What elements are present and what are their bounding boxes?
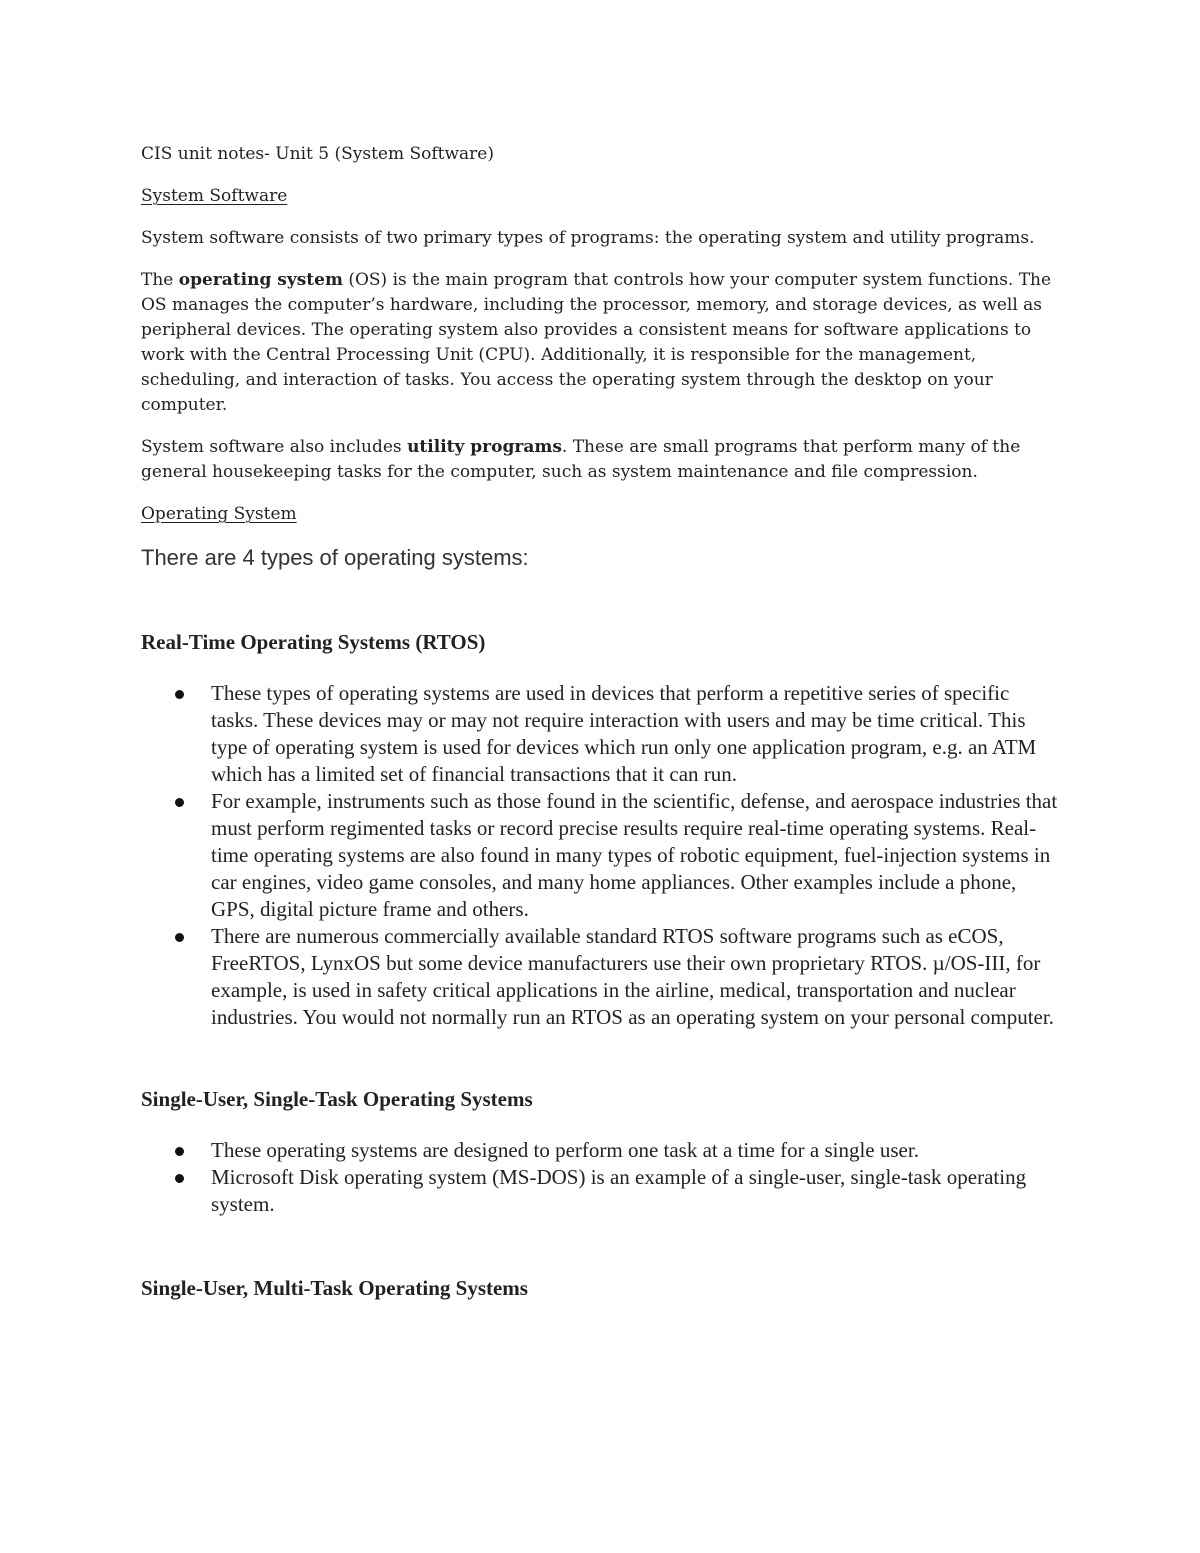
utility-term-bold: utility programs [407,437,562,457]
rtos-bullet-list [141,680,1061,1031]
utility-paragraph [141,435,1061,485]
single-task-heading: Single-User, Single-Task Operating Systems [141,1087,533,1111]
intro-paragraph: System software consists of two primary types of programs: the operating system and utility programs. [141,228,1035,248]
bullet-icon [175,933,184,942]
os-types-intro: There are 4 types of operating systems: [141,545,529,570]
section-heading-system-software: System Software [141,186,288,206]
multi-task-heading: Single-User, Multi-Task Operating Systems [141,1276,528,1300]
bullet-icon [175,798,184,807]
list-item [141,1164,1061,1218]
bullet-icon [175,1147,184,1156]
list-item-text: Microsoft Disk operating system (MS-DOS) is an example of a single-user, single-task operating system. [211,1165,1027,1216]
list-item [141,923,1061,1031]
list-item [141,1137,1061,1164]
list-item-text: These types of operating systems are used in devices that perform a repetitive series of specific tasks. These devices may or may not require interaction with users and may be time critical. This type of operating system is used for devices which run only one application program, e.g. an ATM which has a limited set of financial transactions that it can run. [211,681,1037,786]
list-item-text: For example, instruments such as those found in the scientific, defense, and aerospace industries that must perform regimented tasks or record precise results require real-time operating systems. Real-time operating systems are also found in many types of robotic equipment, fuel-injection systems in car engines, video game consoles, and many home appliances. Other examples include a phone, GPS, digital picture frame and others. [211,789,1058,921]
utility-paragraph-rest: . These are small programs that perform many of the general housekeeping tasks for the computer, such as system maintenance and file compression. [141,437,1021,482]
section-heading-operating-system: Operating System [141,504,297,524]
rtos-heading: Real-Time Operating Systems (RTOS) [141,630,486,654]
list-item-text: There are numerous commercially available standard RTOS software programs such as eCOS, FreeRTOS, LynxOS but some device manufacturers use their own proprietary RTOS. µ/OS-III, for example, is used in safety critical applications in the airline, medical, transportation and nuclear industries. You would not normally run an RTOS as an operating system on your personal computer. [211,924,1054,1029]
bullet-icon [175,1174,184,1183]
spacer [141,1218,1061,1274]
os-paragraph-start: The [141,270,179,290]
utility-paragraph-start: System software also includes [141,437,408,457]
document-title: CIS unit notes- Unit 5 (System Software) [141,144,494,164]
os-term-bold: operating system [178,270,343,290]
spacer [141,1031,1061,1085]
os-paragraph [141,268,1061,418]
os-paragraph-rest: (OS) is the main program that controls how your computer system functions. The OS manages the computer’s hardware, including the processor, memory, and storage devices, as well as peripheral devices. The operating system also provides a consistent means for software applications to work with the Central Processing Unit (CPU). Additionally, it is responsible for the management, scheduling, and interaction of tasks. You access the operating system through the desktop on your computer. [141,270,1052,415]
bullet-icon [175,690,184,699]
single-task-bullet-list [141,1137,1061,1218]
document-page [141,142,1061,1326]
list-item [141,788,1061,923]
list-item [141,680,1061,788]
list-item-text: These operating systems are designed to perform one task at a time for a single user. [211,1138,919,1162]
